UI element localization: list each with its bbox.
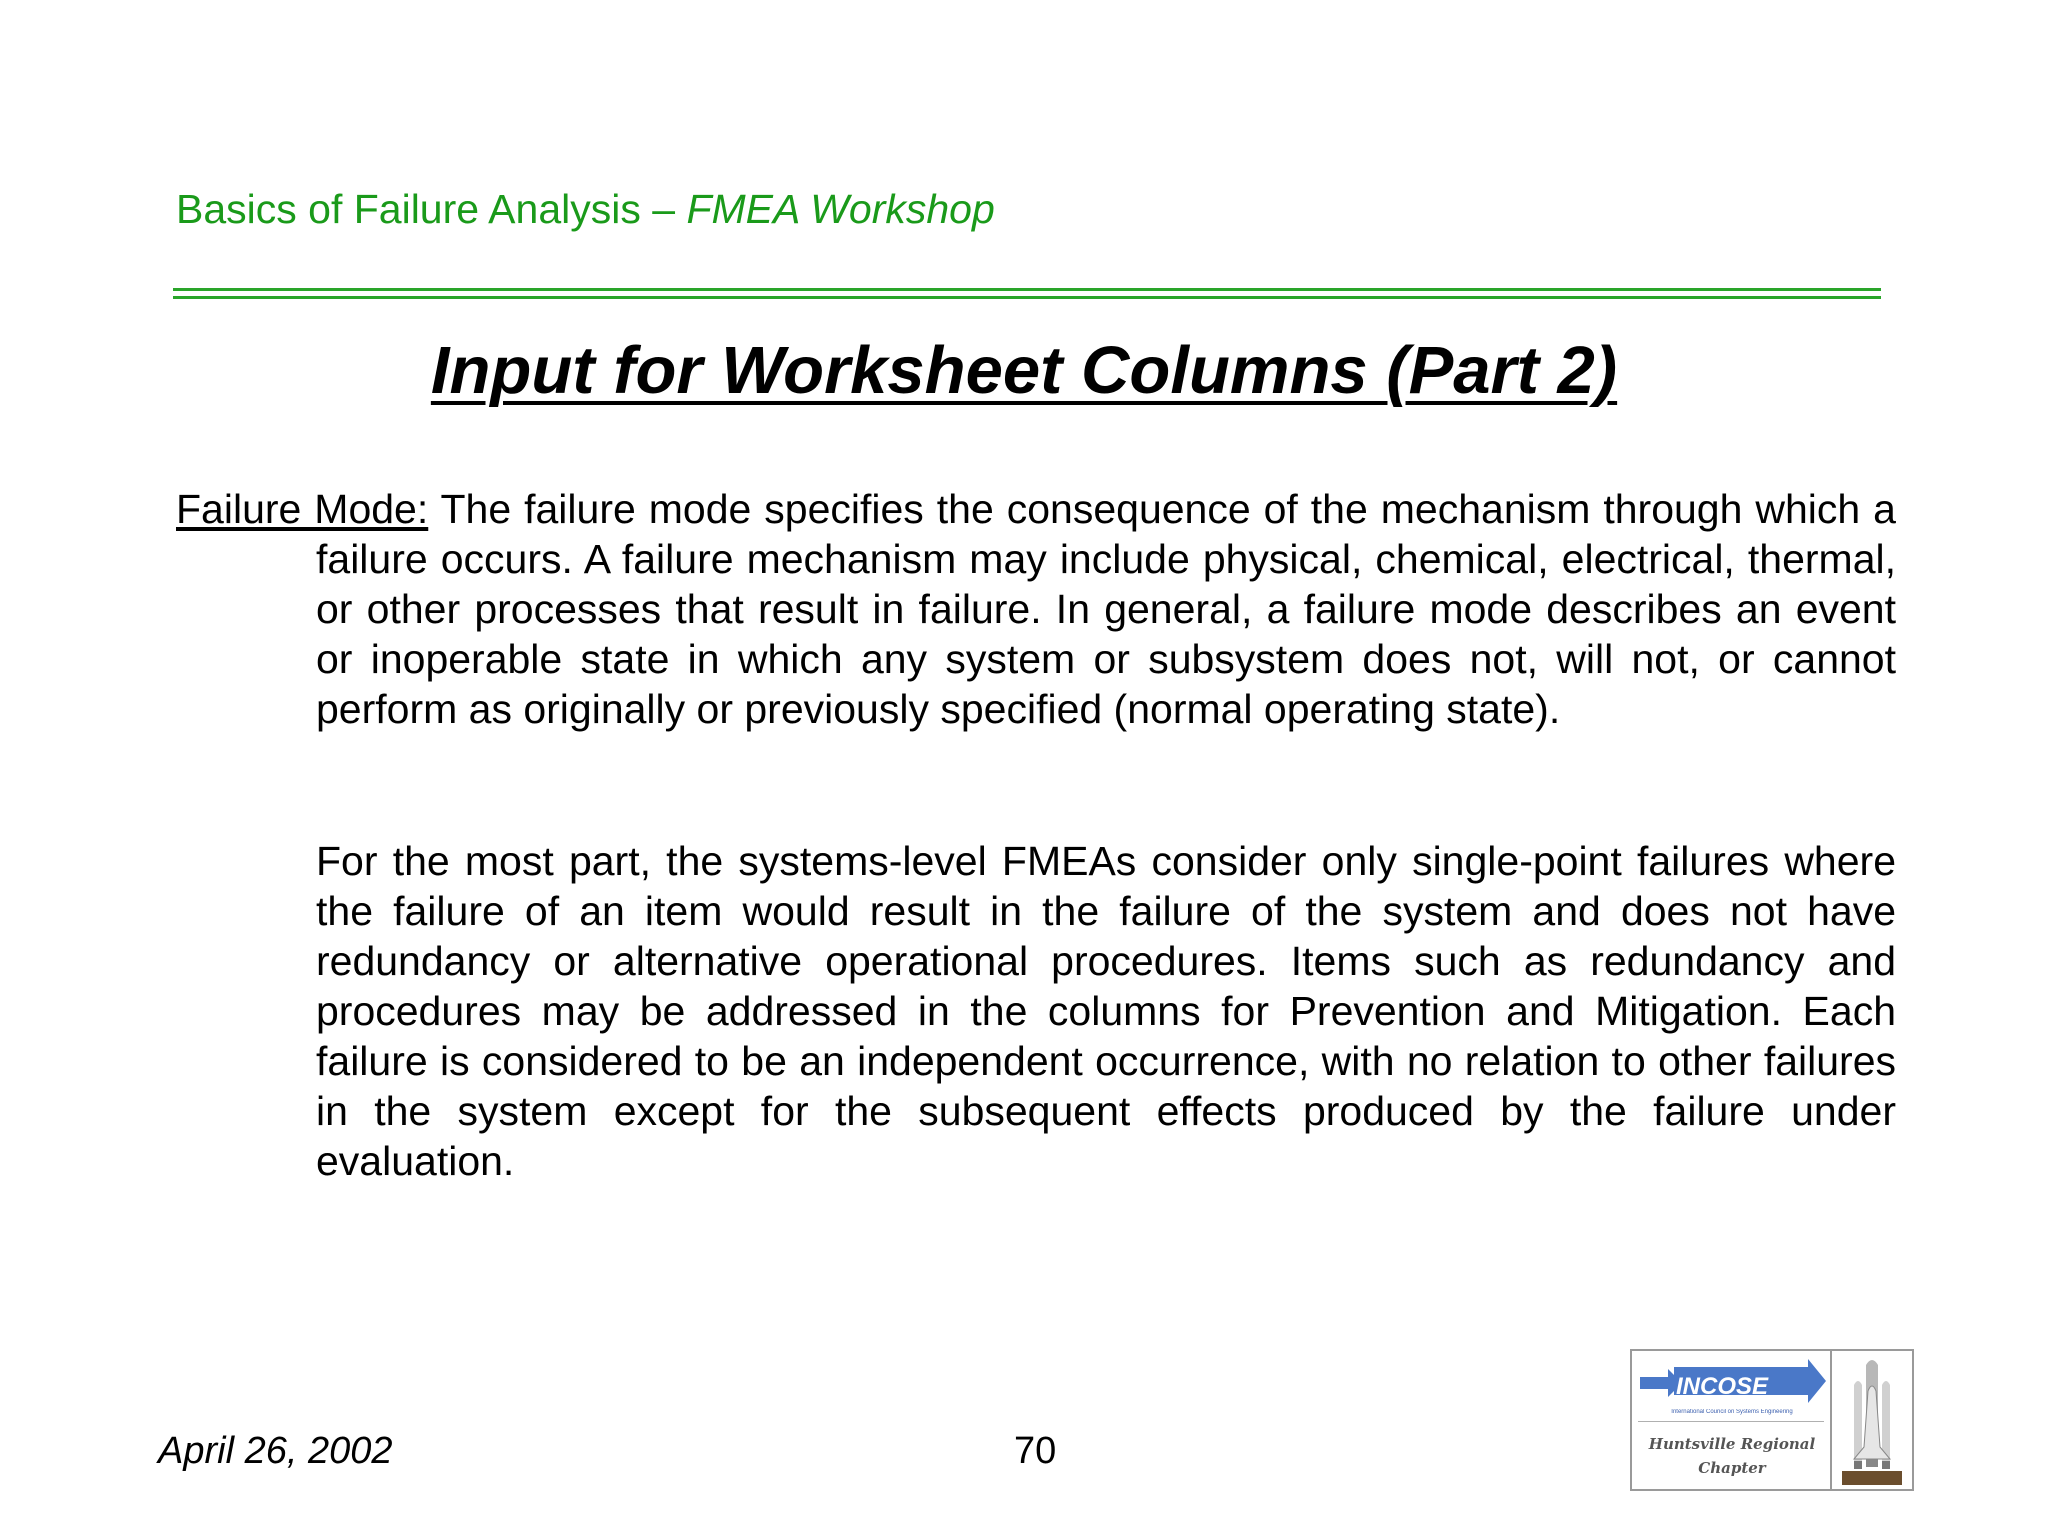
paragraph-failure-mode [176, 484, 1896, 734]
incose-logo-panel [1632, 1351, 1832, 1489]
header-rule-bottom [173, 296, 1881, 299]
page-number: 70 [1014, 1430, 1057, 1472]
footer-date: April 26, 2002 [158, 1430, 393, 1472]
logo-divider [1638, 1421, 1824, 1422]
chapter-name-line2: Chapter [1698, 1459, 1766, 1477]
header-title: Basics of Failure Analysis – [176, 186, 687, 232]
incose-logo-text: INCOSE [1676, 1373, 1769, 1400]
slide-header [176, 186, 995, 233]
term-failure-mode: Failure Mode: [176, 486, 429, 532]
header-subtitle: FMEA Workshop [686, 186, 995, 232]
header-rule-top [173, 288, 1881, 291]
paragraph-failure-mode-text: The failure mode specifies the consequence of the mechanism through which a failure occurs. A failure mechanism may include physical, chemical, electrical, thermal, or other processes that result in failure. In general, a failure mode describes an event or inoperable state in which any system or subsystem does not, will not, or cannot perform as originally or previously specified (normal operating state). [316, 486, 1896, 732]
paragraph-single-point-failures: For the most part, the systems-level FMEAs consider only single-point failures where the failure of an item would result in the failure of the system and does not have redundancy or alternative operational procedures. Items such as redundancy and procedures may be addressed in the columns for Prevention and Mitigation. Each failure is considered to be an independent occurrence, with no relation to other failures in the system except for the subsequent effects produced by the failure under evaluation. [316, 838, 1896, 1184]
incose-council-text: International Council on Systems Engineering [1671, 1409, 1793, 1415]
incose-chapter-logo [1630, 1349, 1914, 1491]
slide-title: Input for Worksheet Columns (Part 2) [430, 333, 1618, 408]
space-shuttle-panel [1832, 1351, 1912, 1489]
space-shuttle-icon [1832, 1351, 1912, 1489]
chapter-name-line1: Huntsville Regional [1648, 1435, 1816, 1453]
